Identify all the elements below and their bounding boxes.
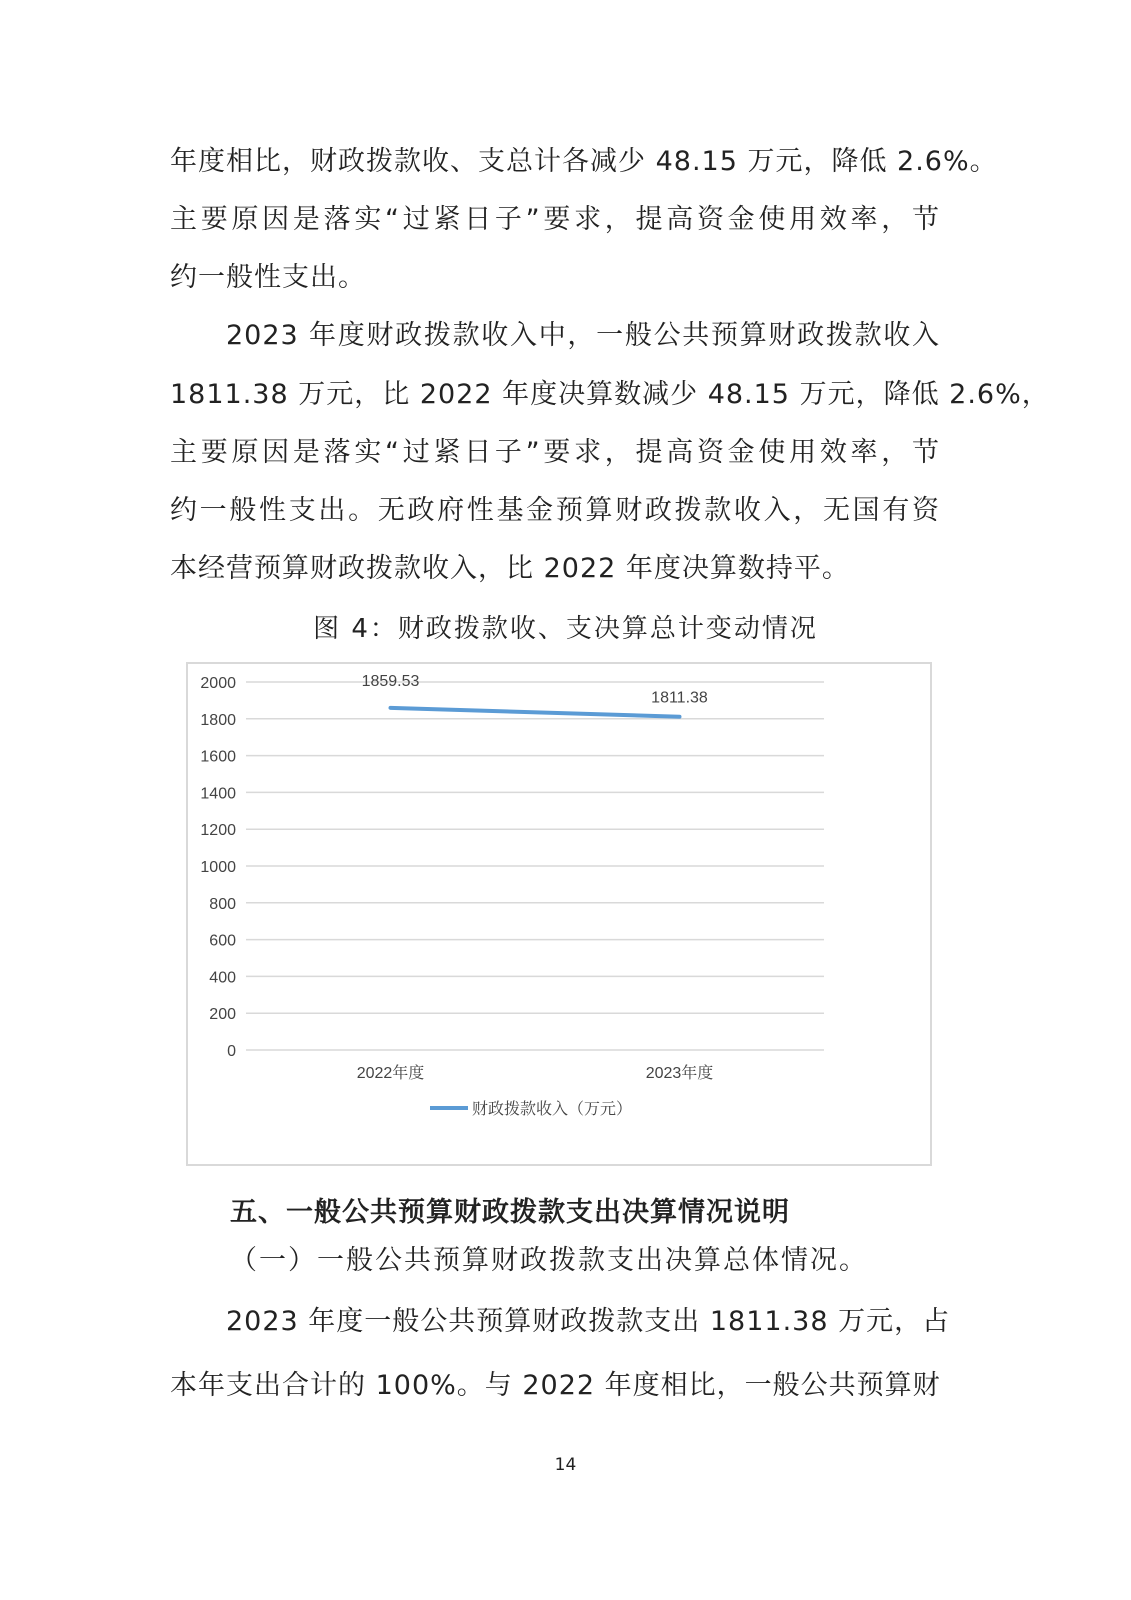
- text-line: 2023 年度财政拨款收入中，一般公共预算财政拨款收入: [226, 320, 940, 351]
- x-tick-label: 2023年度: [645, 1065, 714, 1082]
- section-heading: 五、一般公共预算财政拨款支出决算情况说明: [230, 1197, 790, 1228]
- page-number: 14: [554, 1455, 577, 1475]
- y-tick-label: 200: [209, 1006, 236, 1024]
- text-line: 主要原因是落实“过紧日子”要求，提高资金使用效率，节: [170, 437, 940, 468]
- y-tick-label: 600: [209, 932, 236, 950]
- y-tick-label: 1400: [200, 785, 236, 803]
- y-tick-label: 1000: [200, 859, 236, 876]
- text-line: 约一般性支出。: [170, 262, 366, 293]
- text-line: 约一般性支出。无政府性基金预算财政拨款收入，无国有资: [170, 495, 940, 526]
- y-tick-label: 1800: [200, 711, 236, 729]
- text-line: 主要原因是落实“过紧日子”要求，提高资金使用效率，节: [170, 204, 940, 235]
- x-tick-label: 2022年度: [356, 1065, 425, 1082]
- text-line: 年度相比，财政拨款收、支总计各减少 48.15 万元，降低 2.6%。: [170, 146, 998, 177]
- series-line: [391, 708, 680, 717]
- y-tick-label: 2000: [200, 675, 236, 692]
- y-tick-label: 0: [227, 1043, 236, 1060]
- chart-svg: [188, 664, 930, 1164]
- y-tick-label: 1600: [200, 748, 236, 766]
- data-label: 1811.38: [651, 689, 708, 707]
- data-label: 1859.53: [361, 672, 420, 690]
- text-line: 2023 年度一般公共预算财政拨款支出 1811.38 万元，占: [226, 1306, 951, 1337]
- figure-caption: 图 4：财政拨款收、支决算总计变动情况: [313, 614, 818, 644]
- line-chart: [186, 662, 932, 1166]
- subsection-heading: （一）一般公共预算财政拨款支出决算总体情况。: [230, 1245, 868, 1276]
- y-tick-label: 1200: [200, 822, 236, 840]
- y-tick-label: 800: [209, 895, 236, 913]
- text-line: 本年支出合计的 100%。与 2022 年度相比，一般公共预算财: [170, 1370, 941, 1401]
- y-tick-label: 400: [209, 969, 236, 987]
- legend-label: 财政拨款收入（万元）: [472, 1101, 633, 1118]
- text-line: 1811.38 万元，比 2022 年度决算数减少 48.15 万元，降低 2.6%，: [170, 379, 1050, 410]
- text-line: 本经营预算财政拨款收入，比 2022 年度决算数持平。: [170, 553, 850, 584]
